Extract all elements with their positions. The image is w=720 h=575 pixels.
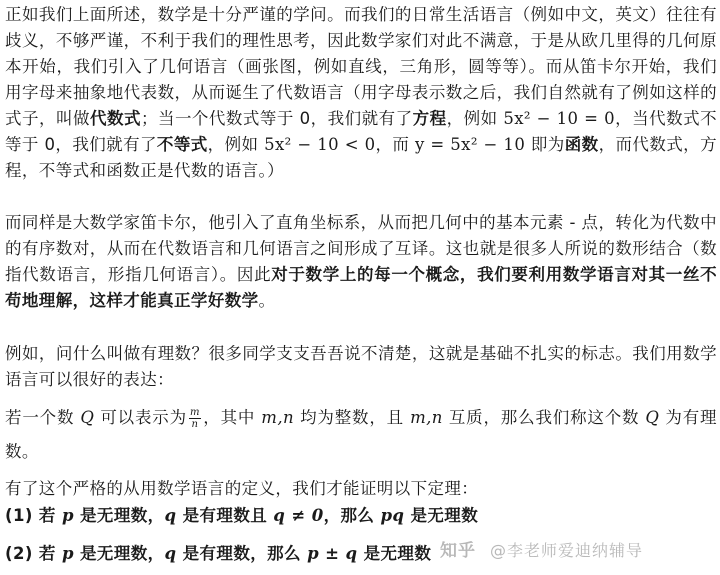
text-segment: 例如，问什么叫做有理数？很多同学支支吾吾说不清楚，这就是基础不扎实的标志。我们用数学语言可以很好的表达： (5, 344, 717, 389)
text-segment: ，而 (375, 135, 415, 154)
emphasis-key-point: 对于数学上的每一个概念，我们要利用数学语言对其一丝不苟地理解，这样才能真正学好数学 (5, 265, 717, 310)
math-variable-q: q (164, 506, 177, 525)
text-segment: 是无理数， (73, 506, 165, 525)
theorem-1 (5, 503, 478, 529)
inequality-example: 5x² − 10 < 0 (264, 135, 376, 154)
text-segment: 是无理数 (404, 506, 479, 525)
paragraph-theorem-intro (5, 476, 478, 502)
text-segment: ，其中 (202, 408, 262, 427)
text-segment: 可以表示为 (94, 408, 187, 427)
math-condition: q ≠ 0 (273, 506, 324, 525)
text-segment: 均为整数，且 (294, 408, 411, 427)
text-segment: 是无理数， (73, 544, 165, 563)
paragraph-math-languages (5, 2, 717, 184)
paragraph-rational-question (5, 341, 717, 393)
term-equation: 方程 (412, 109, 447, 128)
math-variable-q: q (164, 544, 177, 563)
text-segment: (1) 若 (5, 506, 62, 525)
text-segment: 是有理数，那么 (176, 544, 308, 563)
theorem-2 (5, 541, 431, 567)
text-segment: 。 (258, 291, 276, 310)
math-variables-mn: m,n (410, 408, 443, 427)
text-segment: ；当一个代数式等于 0，我们就有了 (140, 109, 413, 128)
text-segment: 而同样是大数学家笛卡尔，他引入了直角坐标系，从而把几何中的基本元素 - 点，转化为代数中的有序数对，从而在代数语言和几何语言之间形成了互译。这也就是很多人所说的数形结合（数指代数语言，形指几何语言）。因此 (5, 213, 717, 284)
function-example: y = 5x² − 10 (415, 135, 526, 154)
text-segment: ，而代数式，方程，不等式和函数正是代数的语言。） (5, 135, 717, 180)
text-segment: 即为 (525, 135, 565, 154)
math-sum-difference: p ± q (307, 544, 358, 563)
math-variable-p: p (61, 544, 74, 563)
watermark-brand: 知乎 (440, 541, 476, 561)
text-segment: 正如我们上面所述，数学是十分严谨的学问。而我们的日常生活语言（例如中文，英文）往往有歧义，不够严谨，不利于我们的理性思考，因此数学家们对此不满意，于是从欧几里得的几何原本开始，我们引入了几何语言（画张图，例如直线，三角形，圆等等）。而从笛卡尔开始，我们用字母来抽象地代表数，从而诞生了代数语言（用字母表示数之后，我们自然就有了例如这样的式子，叫做 (5, 5, 717, 128)
term-function: 函数 (564, 135, 599, 154)
paragraph-rational-definition (5, 401, 717, 469)
text-segment: 为有理数。 (5, 408, 717, 461)
term-inequality: 不等式 (156, 135, 208, 154)
text-segment: ，例如 (207, 135, 265, 154)
text-segment: 互质，那么我们称这个数 (442, 408, 646, 427)
math-variable-q: Q (645, 408, 660, 427)
math-variable-q: Q (80, 408, 95, 427)
watermark (440, 536, 643, 561)
text-segment: 是有理数且 (176, 506, 274, 525)
paragraph-coordinate-system (5, 210, 717, 314)
fraction-m-over-n (189, 407, 201, 430)
term-algebraic-expression: 代数式 (89, 109, 141, 128)
watermark-author: @李老师爱迪纳辅导 (490, 541, 644, 560)
text-segment: 是无理数 (357, 544, 432, 563)
fraction-numerator: m (189, 407, 200, 418)
text-segment: ，那么 (323, 506, 381, 525)
equation-example: 5x² − 10 = 0 (503, 109, 616, 128)
text-segment: 有了这个严格的从用数学语言的定义，我们才能证明以下定理： (5, 479, 479, 498)
text-segment: ，例如 (446, 109, 504, 128)
math-product: pq (380, 506, 405, 525)
text-segment: (2) 若 (5, 544, 62, 563)
text-segment: 若一个数 (5, 408, 81, 427)
math-variables-mn: m,n (261, 408, 295, 427)
text-segment: ，当代数式不等于 0，我们就有了 (5, 109, 717, 154)
fraction-denominator: n (191, 419, 199, 430)
math-variable-p: p (61, 506, 74, 525)
